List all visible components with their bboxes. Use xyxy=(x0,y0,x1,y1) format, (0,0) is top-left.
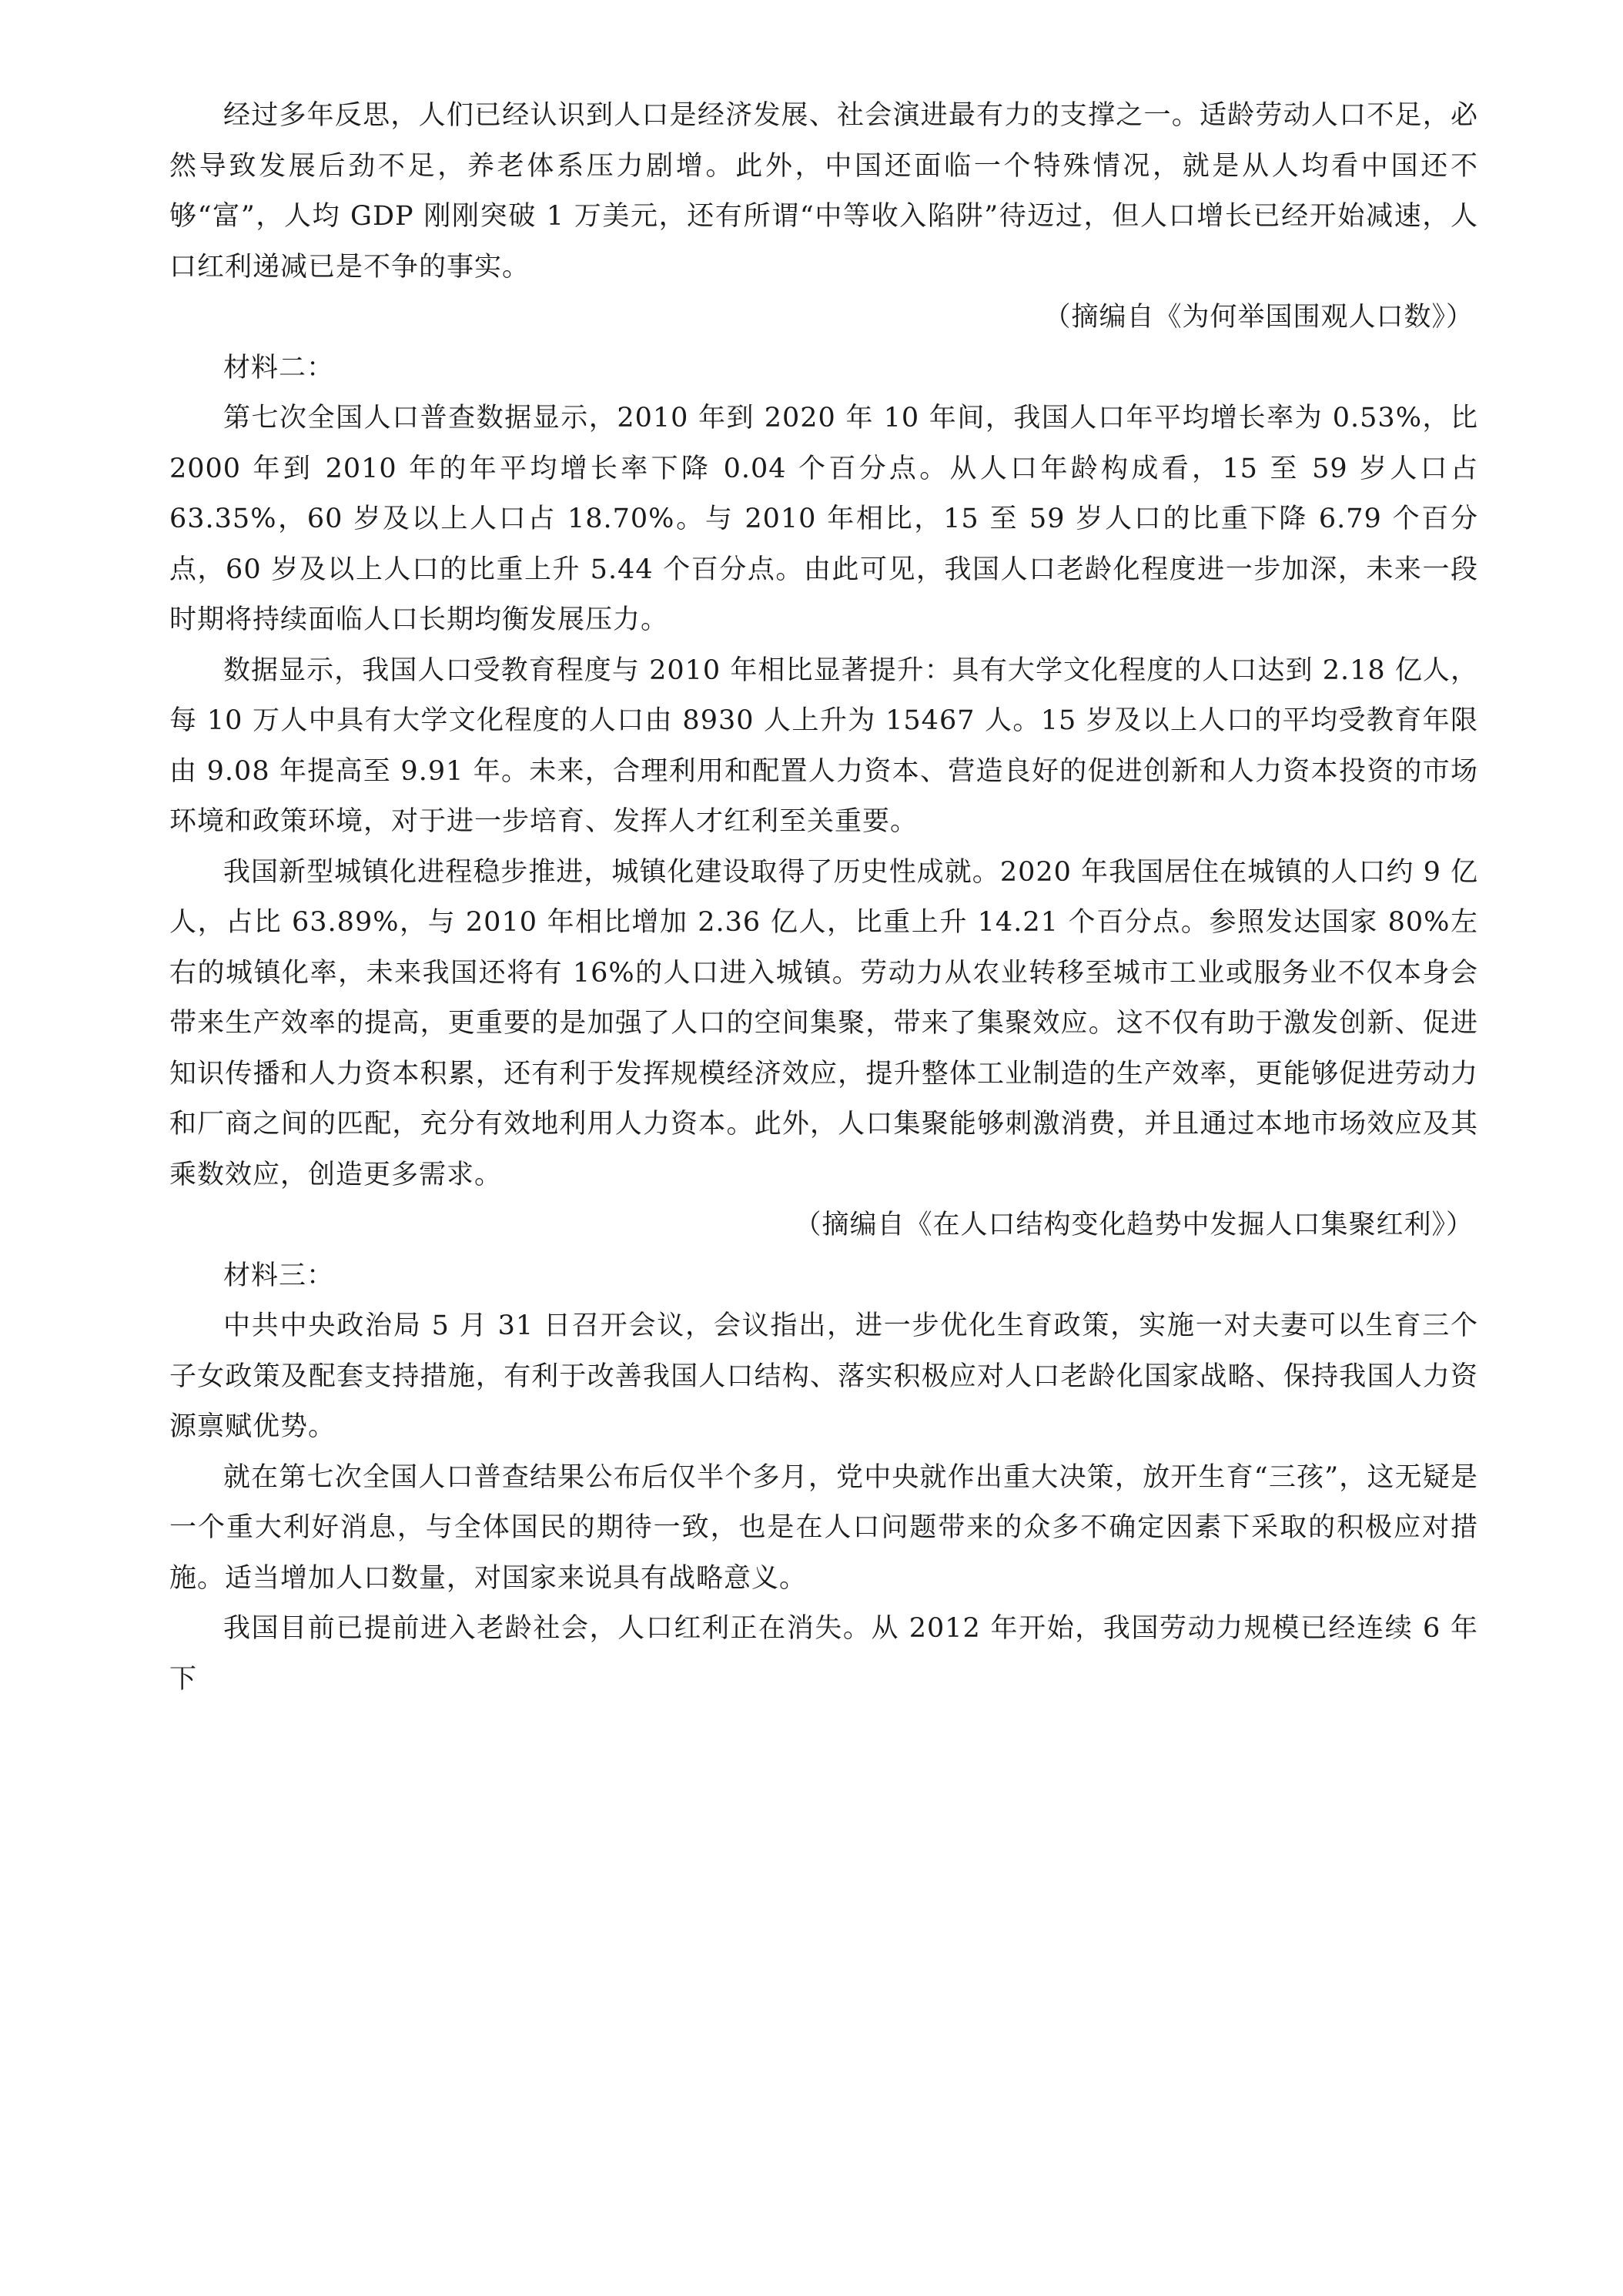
material-two-label: 材料二： xyxy=(223,352,335,383)
document-body xyxy=(169,91,1478,1705)
material-three-label: 材料三： xyxy=(223,1260,335,1291)
paragraph-3: 数据显示，我国人口受教育程度与 2010 年相比显著提升：具有大学文化程度的人口达到 2.18 亿人，每 10 万人中具有大学文化程度的人口由 8930 人上升为 15467 人。15 岁及以上人口的平均受教育年限由 9.08 年提高至 9.91 年。未来，合理利用和配置人力资本、营造良好的促进创新和人力资本投资的市场环境和政策环境，对于进一步培育、发挥人才红利至关重要。 xyxy=(169,654,1478,837)
paragraph-7: 我国目前已提前进入老龄社会，人口红利正在消失。从 2012 年开始，我国劳动力规模已经连续 6 年下 xyxy=(169,1613,1478,1695)
paragraph-4: 我国新型城镇化进程稳步推进，城镇化建设取得了历史性成就。2020 年我国居住在城镇的人口约 9 亿人，占比 63.89%，与 2010 年相比增加 2.36 亿人，比重上升 14.21 个百分点。参照发达国家 80%左右的城镇化率，未来我国还将有 16%的人口进入城镇。劳动力从农业转移至城市工业或服务业不仅本身会带来生产效率的提高，更重要的是加强了人口的空间集聚，带来了集聚效应。这不仅有助于激发创新、促进知识传播和人力资本积累，还有利于发挥规模经济效应，提升整体工业制造的生产效率，更能够促进劳动力和厂商之间的匹配，充分有效地利用人力资本。此外，人口集聚能够刺激消费，并且通过本地市场效应及其乘数效应，创造更多需求。 xyxy=(169,856,1478,1190)
paragraph-2: 第七次全国人口普查数据显示，2010 年到 2020 年 10 年间，我国人口年平均增长率为 0.53%，比 2000 年到 2010 年的年平均增长率下降 0.04 个百分点。从人口年龄构成看，15 至 59 岁人口占 63.35%，60 岁及以上人口占 18.70%。与 2010 年相比，15 至 59 岁人口的比重下降 6.79 个百分点，60 岁及以上人口的比重上升 5.44 个百分点。由此可见，我国人口老龄化程度进一步加深，未来一段时期将持续面临人口长期均衡发展压力。 xyxy=(169,403,1478,635)
paragraph-6: 就在第七次全国人口普查结果公布后仅半个多月，党中央就作出重大决策，放开生育“三孩”，这无疑是一个重大利好消息，与全体国民的期待一致，也是在人口问题带来的众多不确定因素下采取的积极应对措施。适当增加人口数量，对国家来说具有战略意义。 xyxy=(169,1461,1478,1594)
paragraph-1: 经过多年反思，人们已经认识到人口是经济发展、社会演进最有力的支撑之一。适龄劳动人口不足，必然导致发展后劲不足，养老体系压力剧增。此外，中国还面临一个特殊情况，就是从人均看中国还不够“富”，人均 GDP 刚刚突破 1 万美元，还有所谓“中等收入陷阱”待迈过，但人口增长已经开始减速，人口红利递减已是不争的事实。 xyxy=(169,100,1478,283)
paragraph-5: 中共中央政治局 5 月 31 日召开会议，会议指出，进一步优化生育政策，实施一对夫妻可以生育三个子女政策及配套支持措施，有利于改善我国人口结构、落实积极应对人口老龄化国家战略、保持我国人力资源禀赋优势。 xyxy=(169,1310,1478,1442)
source-citation-2: （摘编自《在人口结构变化趋势中发掘人口集聚红利》） xyxy=(794,1210,1474,1240)
source-citation-1: （摘编自《为何举国围观人口数》） xyxy=(1043,302,1474,333)
